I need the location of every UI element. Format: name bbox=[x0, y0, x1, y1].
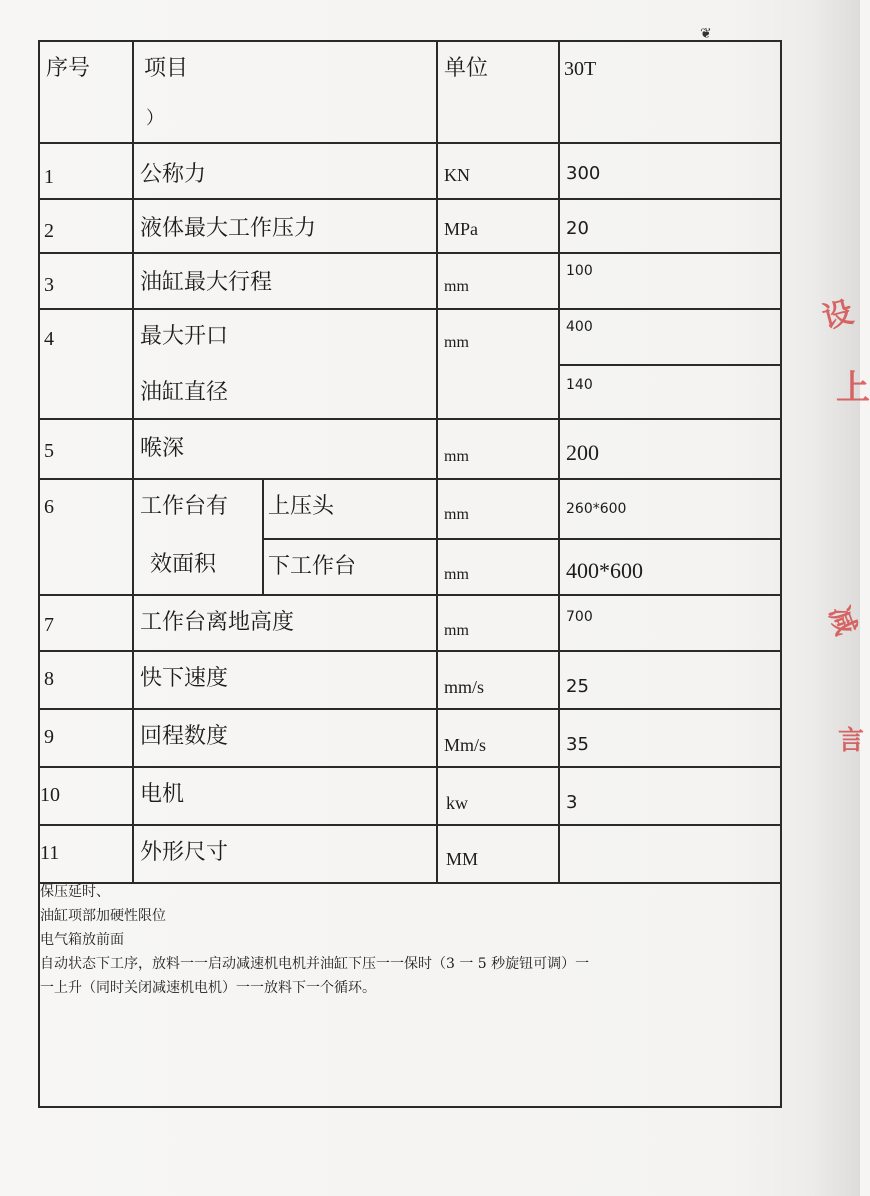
table-rule-vertical bbox=[132, 40, 134, 882]
table-rule-vertical bbox=[558, 40, 560, 882]
table-rule-horizontal bbox=[38, 766, 781, 768]
row-4-item: 最大开口 bbox=[140, 324, 229, 349]
row-11-item: 外形尺寸 bbox=[140, 840, 229, 865]
row-6-unit2: mm bbox=[444, 566, 469, 583]
stamp-fragment-bottom: 言 bbox=[838, 726, 865, 756]
header-no: 序号 bbox=[46, 56, 91, 81]
row-9-no: 9 bbox=[44, 726, 54, 748]
row-3-unit: mm bbox=[444, 278, 469, 295]
table-rule-horizontal bbox=[38, 198, 781, 200]
page-edge-shadow bbox=[808, 0, 860, 1196]
table-rule-horizontal bbox=[38, 142, 781, 144]
row-11-no: 11 bbox=[40, 842, 60, 864]
row-2-unit: MPa bbox=[444, 219, 479, 239]
table-rule-horizontal bbox=[38, 594, 781, 596]
header-item-sub: ） bbox=[146, 108, 164, 129]
row-2-no: 2 bbox=[44, 220, 54, 242]
row-7-unit: mm bbox=[444, 622, 469, 639]
row-1-unit: KN bbox=[444, 165, 470, 185]
row-5-unit: mm bbox=[444, 448, 469, 465]
row-5-value: 200 bbox=[566, 440, 599, 465]
row-9-value: 35 bbox=[566, 734, 589, 755]
row-1-item: 公称力 bbox=[140, 162, 207, 187]
row-4-no: 4 bbox=[44, 328, 54, 350]
row-2-value: 20 bbox=[566, 218, 589, 239]
stamp-fragment-top: 设 bbox=[818, 294, 857, 337]
row-6-unit1: mm bbox=[444, 506, 469, 523]
row-3-item: 油缸最大行程 bbox=[140, 270, 273, 295]
row-8-value: 25 bbox=[566, 676, 589, 697]
row-10-unit: kw bbox=[446, 793, 468, 813]
row-1-no: 1 bbox=[44, 166, 54, 188]
row-6-item-line1: 工作台有 bbox=[140, 494, 229, 519]
row-4-value: 400 bbox=[566, 319, 593, 335]
row-8-item: 快下速度 bbox=[140, 666, 229, 691]
row-6-value2: 400*600 bbox=[566, 558, 643, 583]
table-rule-horizontal bbox=[560, 364, 781, 366]
table-rule-horizontal bbox=[38, 308, 781, 310]
row-9-unit: Mm/s bbox=[444, 735, 487, 755]
row-9-item: 回程数度 bbox=[140, 724, 229, 749]
corner-mark: ❦ bbox=[700, 26, 712, 42]
remark-line: 油缸项部加硬性限位 bbox=[40, 908, 166, 924]
row-6-sub2: 下工作台 bbox=[268, 554, 357, 579]
row-6-value1: 260*600 bbox=[566, 501, 627, 517]
row-5-item: 喉深 bbox=[140, 436, 185, 461]
row-6-no: 6 bbox=[44, 496, 54, 518]
remark-line: 一上升（同时关闭减速机电机）一一放料下一个循环。 bbox=[40, 980, 376, 996]
row-7-item: 工作台离地高度 bbox=[140, 610, 295, 635]
row-10-item: 电机 bbox=[140, 782, 185, 807]
remark-line: 电气箱放前面 bbox=[40, 932, 124, 948]
row-6-item-line2: 效面积 bbox=[150, 552, 217, 577]
row-7-value: 700 bbox=[566, 609, 593, 625]
table-rule-vertical bbox=[262, 478, 264, 594]
row-7-no: 7 bbox=[44, 614, 54, 636]
row-5-no: 5 bbox=[44, 440, 54, 462]
row-4b-value: 140 bbox=[566, 377, 593, 393]
remark-line: 保压延时、 bbox=[40, 884, 110, 900]
row-4b-item: 油缸直径 bbox=[140, 380, 229, 405]
row-8-unit: mm/s bbox=[444, 677, 485, 697]
row-2-item: 液体最大工作压力 bbox=[140, 216, 317, 241]
table-rule-horizontal bbox=[262, 538, 781, 540]
table-rule-vertical bbox=[436, 40, 438, 882]
remark-line: 自动状态下工序，放料一一启动减速机电机并油缸下压一一保时（3 一 5 秒旋钮可调）一 bbox=[40, 956, 590, 972]
row-3-no: 3 bbox=[44, 274, 54, 296]
row-3-value: 100 bbox=[566, 263, 593, 279]
row-8-no: 8 bbox=[44, 668, 54, 690]
table-rule-horizontal bbox=[38, 824, 781, 826]
table-rule-horizontal bbox=[38, 478, 781, 480]
row-6-sub1: 上压头 bbox=[268, 494, 335, 519]
stamp-fragment-mid: 上 bbox=[836, 368, 870, 408]
row-4-unit: mm bbox=[444, 334, 469, 351]
remarks-section bbox=[40, 880, 780, 1000]
table-rule-horizontal bbox=[38, 650, 781, 652]
row-10-value: 3 bbox=[566, 792, 578, 813]
stamp-fragment-low: 减 bbox=[822, 601, 863, 640]
table-rule-horizontal bbox=[38, 418, 781, 420]
row-11-unit: MM bbox=[446, 849, 479, 869]
header-value: 30T bbox=[564, 58, 597, 80]
header-unit: 单位 bbox=[444, 56, 489, 81]
row-10-no: 10 bbox=[40, 784, 60, 806]
table-rule-horizontal bbox=[38, 708, 781, 710]
table-rule-horizontal bbox=[38, 252, 781, 254]
header-item: 项目 bbox=[144, 56, 189, 81]
row-1-value: 300 bbox=[566, 163, 601, 184]
